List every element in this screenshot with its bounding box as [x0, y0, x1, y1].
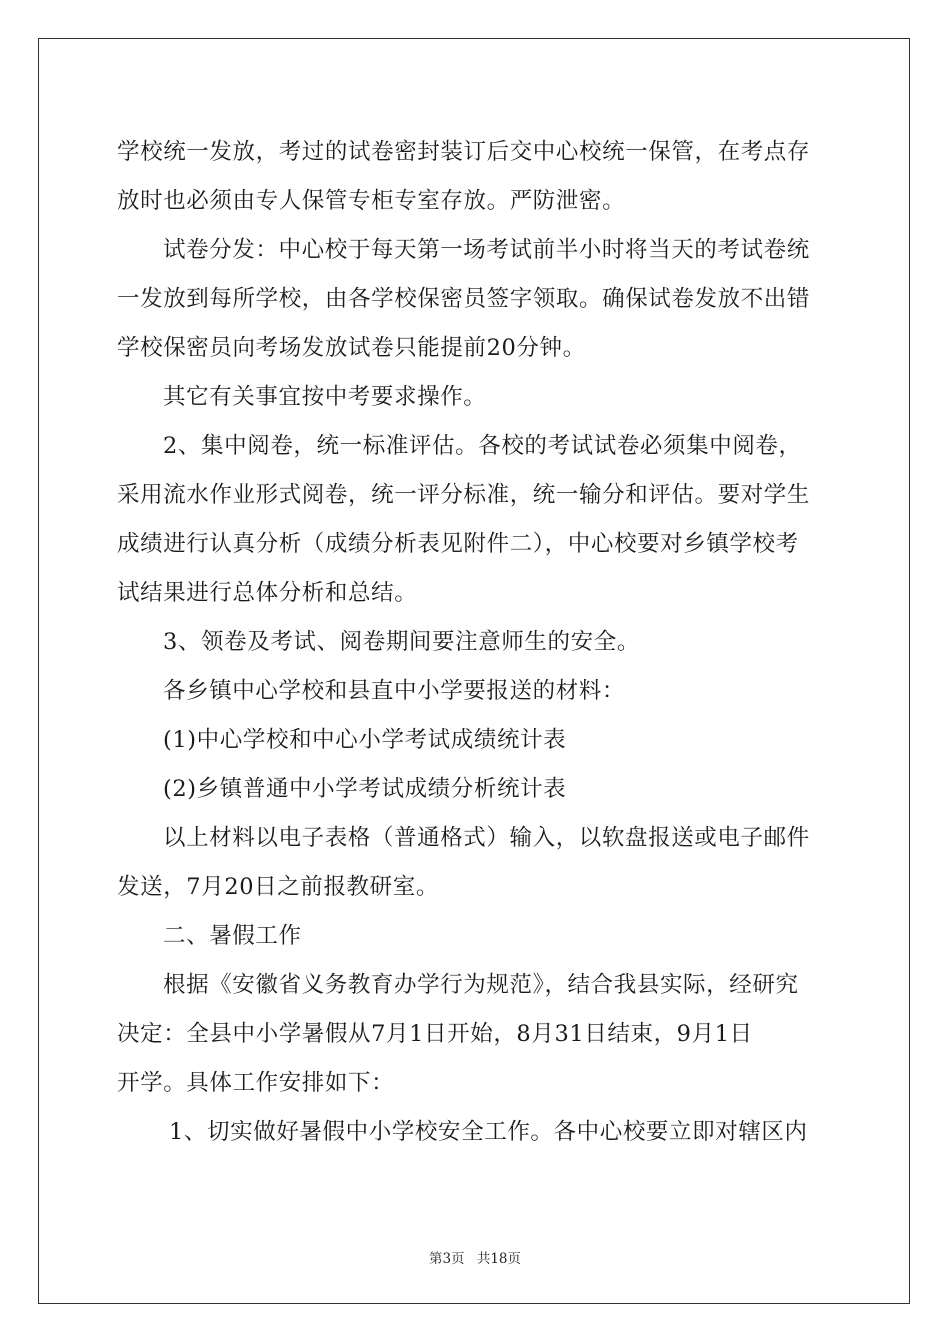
paragraph-line: 试结果进行总体分析和总结。: [117, 580, 418, 606]
paragraph-line: 一发放到每所学校，由各学校保密员签字领取。确保试卷发放不出错: [117, 286, 811, 312]
paragraph-line: (1)中心学校和中心小学考试成绩统计表: [163, 727, 567, 753]
paragraph-line: 1、切实做好暑假中小学校安全工作。各中心校要立即对辖区内: [169, 1119, 808, 1145]
paragraph-line: 决定：全县中小学暑假从7月1日开始，8月31日结束，9月1日: [117, 1021, 753, 1047]
paragraph-line: 以上材料以电子表格（普通格式）输入，以软盘报送或电子邮件: [163, 825, 810, 851]
paragraph-line: 开学。具体工作安排如下：: [117, 1070, 395, 1096]
paragraph-line: 成绩进行认真分析（成绩分析表见附件二），中心校要对乡镇学校考: [117, 531, 799, 557]
paragraph: [117, 422, 837, 618]
paragraph: [117, 373, 837, 422]
paragraph: [117, 716, 837, 765]
paragraph-line: 其它有关事宜按中考要求操作。: [163, 384, 487, 410]
paragraph: [117, 226, 837, 373]
paragraph: [117, 765, 837, 814]
paragraph: [117, 618, 837, 667]
paragraph: [117, 667, 837, 716]
paragraph-line: 试卷分发：中心校于每天第一场考试前半小时将当天的考试卷统: [163, 237, 810, 263]
paragraph-line: 各乡镇中心学校和县直中小学要报送的材料：: [163, 678, 626, 704]
paragraph-line: (2)乡镇普通中小学考试成绩分析统计表: [163, 776, 567, 802]
paragraph-line: 2、集中阅卷，统一标准评估。各校的考试试卷必须集中阅卷，: [163, 433, 802, 459]
paragraph: [117, 961, 837, 1108]
paragraph: [117, 912, 837, 961]
paragraph: [117, 128, 837, 226]
paragraph: [117, 814, 837, 912]
paragraph-line: 采用流水作业形式阅卷，统一评分标准，统一输分和评估。要对学生: [117, 482, 811, 508]
paragraph-line: 二、暑假工作: [163, 923, 302, 949]
document-body: [117, 128, 837, 1157]
page-number: 第3页: [428, 1251, 465, 1267]
paragraph-line: 3、领卷及考试、阅卷期间要注意师生的安全。: [163, 629, 640, 655]
paragraph-line: 发送，7月20日之前报教研室。: [117, 874, 439, 900]
page-total: 共18页: [476, 1251, 522, 1267]
paragraph: [117, 1108, 837, 1157]
paragraph-line: 放时也必须由专人保管专柜专室存放。严防泄密。: [117, 188, 626, 214]
page-footer: [0, 1247, 950, 1267]
paragraph-line: 学校保密员向考场发放试卷只能提前20分钟。: [117, 335, 586, 361]
paragraph-line: 学校统一发放，考过的试卷密封装订后交中心校统一保管，在考点存: [117, 139, 811, 165]
paragraph-line: 根据《安徽省义务教育办学行为规范》，结合我县实际，经研究: [163, 972, 799, 998]
